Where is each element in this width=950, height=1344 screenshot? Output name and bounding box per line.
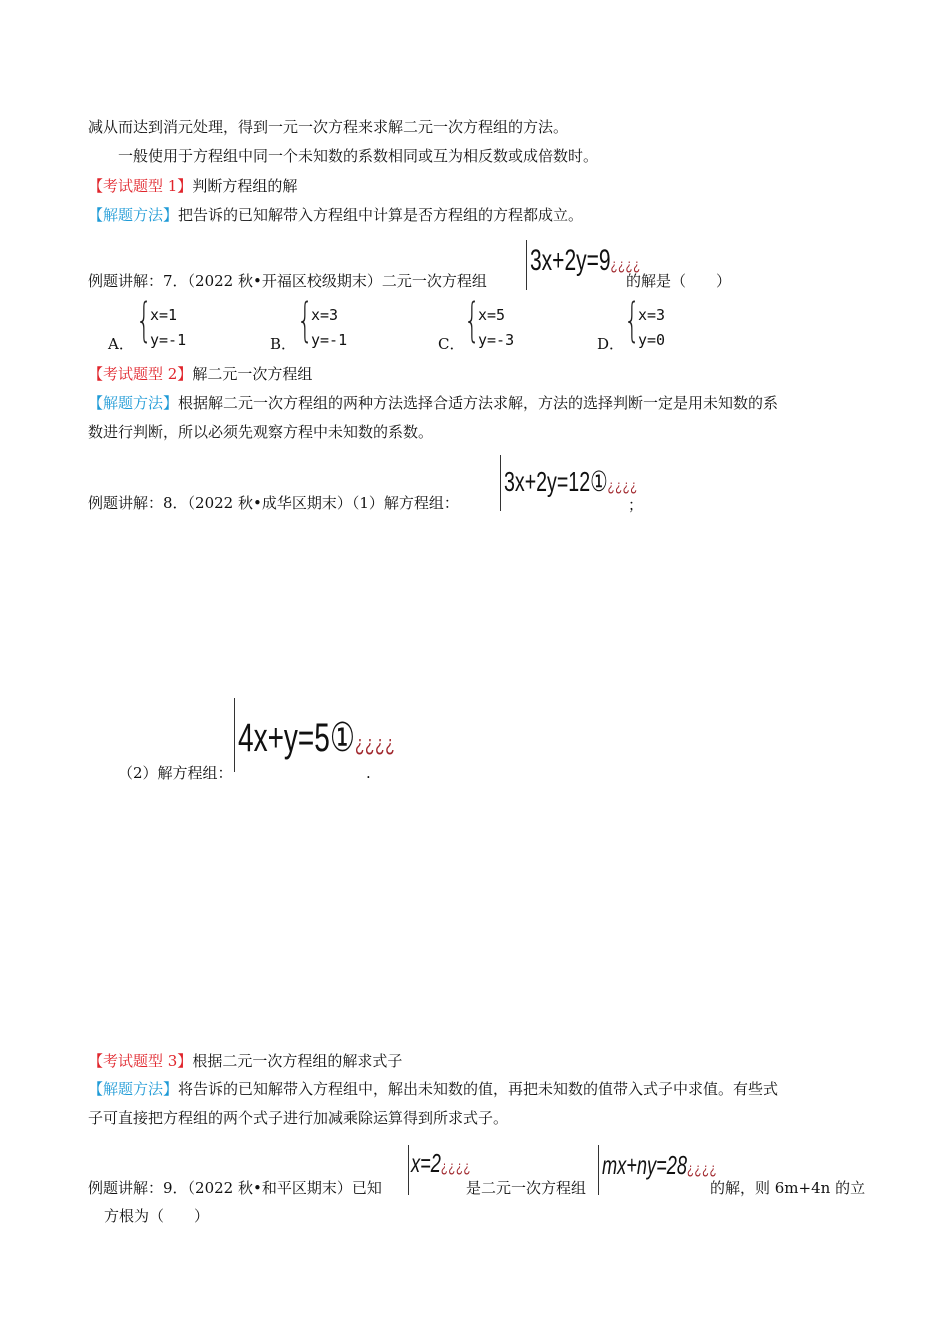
example8-line (88, 492, 459, 514)
type3-method-label: 【解题方法】 (88, 1080, 179, 1098)
option-a-brace: { (136, 293, 153, 347)
type1-method-label: 【解题方法】 (88, 206, 179, 224)
example8-garble: ¿¿¿¿ (607, 478, 638, 495)
example7-eq: 3x+2y=9¿¿¿¿ (530, 244, 641, 277)
type3-method-line-2: 子可直接把方程组的两个式子进行加减乘除运算得到所求式子。 (88, 1109, 509, 1127)
option-a-label: A． (108, 335, 134, 353)
type1-method-text: 把告诉的已知解带入方程组中计算是否方程组的方程都成立。 (178, 206, 584, 224)
type2-method-line-2: 数进行判断，所以必须先观察方程中未知数的系数。 (88, 423, 434, 441)
option-b-system: x=3 y=-1 (311, 306, 348, 349)
type3-title: 根据二元一次方程组的解求式子 (192, 1052, 403, 1070)
example8-part2-brace (234, 698, 235, 772)
example7-line (88, 270, 487, 292)
example8-suffix: ； (628, 496, 644, 514)
option-d-brace: { (624, 293, 641, 347)
type2-title: 解二元一次方程组 (192, 365, 313, 383)
type1-label: 【考试题型 1】 (88, 177, 193, 195)
type2-label: 【考试题型 2】 (88, 365, 193, 383)
type3-method-text: 将告诉的已知解带入方程组中，解出未知数的值，再把未知数的值带入式子中求值。有些式 (178, 1080, 779, 1098)
type3-label: 【考试题型 3】 (88, 1052, 193, 1070)
option-b-label: B． (270, 335, 297, 353)
example8-eq-brace (500, 455, 501, 511)
option-d-system: x=3 y=0 (638, 306, 666, 349)
option-c-brace: { (464, 293, 481, 347)
type2-method-line-1 (88, 392, 778, 414)
type1-method (88, 204, 583, 226)
option-c-label: C． (438, 335, 465, 353)
example9-line-2: 方根为（ ） (104, 1207, 210, 1225)
type2-method-label: 【解题方法】 (88, 394, 179, 412)
option-c-system: x=5 y=-3 (478, 306, 515, 349)
type3-heading (88, 1050, 402, 1072)
example9-line (88, 1177, 382, 1199)
example9-garble-a: ¿¿¿¿ (440, 1159, 472, 1176)
example9-eq-a-brace (408, 1145, 409, 1195)
example7-eq-brace (526, 240, 527, 290)
example8-part2-suffix: . (366, 764, 371, 782)
example9-eq-b-brace (598, 1145, 599, 1195)
example8-prefix: 例题讲解：8．（2022 秋•成华区期末）（1）解方程组： (88, 494, 459, 512)
example8-eq: 3x+2y=12①¿¿¿¿ (504, 466, 638, 497)
example8-part2-prefix: （2）解方程组： (118, 764, 233, 782)
type2-heading (88, 363, 312, 385)
type1-heading (88, 175, 297, 197)
example9-suffix: 的解，则 6m+4n 的立 (710, 1179, 866, 1197)
option-a-system: x=1 y=-1 (150, 306, 187, 349)
example7-prefix: 例题讲解：7．（2022 秋•开福区校级期末）二元一次方程组 (88, 272, 487, 290)
example8-part2-line (118, 762, 233, 784)
option-b-brace: { (297, 293, 314, 347)
example9-prefix: 例题讲解：9．（2022 秋•和平区期末）已知 (88, 1179, 382, 1197)
type1-title: 判断方程组的解 (192, 177, 298, 195)
example8-part2-garble: ¿¿¿¿ (354, 731, 396, 756)
example9-mid: 是二元一次方程组 (466, 1179, 587, 1197)
intro-line-1: 减从而达到消元处理，得到一元一次方程来求解二元一次方程组的方法。 (88, 118, 569, 136)
type2-method-text: 根据解二元一次方程组的两种方法选择合适方法求解，方法的选择判断一定是用未知数的系 (178, 394, 779, 412)
example9-eq-a: x=2¿¿¿¿ (411, 1148, 472, 1178)
example7-suffix: 的解是（ ） (626, 272, 732, 290)
example9-garble-b: ¿¿¿¿ (686, 1161, 718, 1178)
type3-method-line-1 (88, 1078, 778, 1100)
intro-line-2: 一般使用于方程组中同一个未知数的系数相同或互为相反数或成倍数时。 (118, 147, 599, 165)
example9-eq-b: mx+ny=28¿¿¿¿ (602, 1150, 718, 1180)
example7-garble: ¿¿¿¿ (610, 257, 641, 274)
option-d-label: D． (597, 335, 625, 353)
example8-part2-eq: 4x+y=5①¿¿¿¿ (238, 716, 396, 760)
